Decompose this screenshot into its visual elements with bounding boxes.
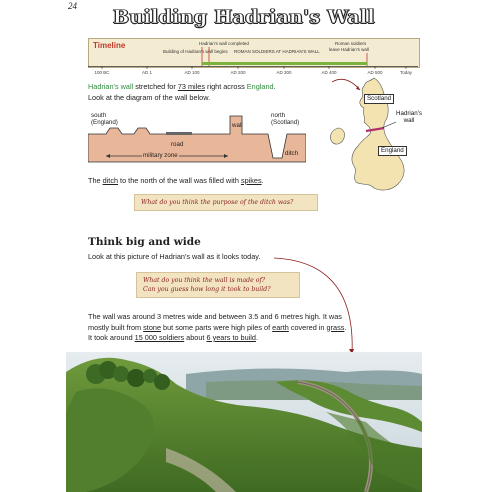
diagram-south-line: (England)	[91, 119, 118, 126]
stone-word: stone	[143, 322, 162, 332]
timeline-tick: AD 300	[276, 70, 292, 75]
diagram-label-south	[90, 112, 119, 126]
timeline-tick: AD 400	[321, 70, 337, 75]
para-part: covered in	[288, 322, 327, 332]
map-hadrians-line: wall	[403, 117, 415, 124]
britain-map	[312, 76, 420, 212]
grass-word: grass	[326, 322, 345, 332]
para-part: It took around	[88, 333, 135, 342]
ditch-word: ditch	[102, 176, 119, 185]
map-label-hadrians-wall	[394, 110, 422, 124]
hadrians-wall-photo	[66, 352, 422, 492]
timeline-tick: AD 500	[367, 70, 383, 75]
para-part: .	[344, 322, 347, 332]
timeline-tick: AD 200	[230, 70, 246, 75]
timeline-box	[88, 38, 420, 68]
intro-line-2: Look at the diagram of the wall below.	[88, 92, 211, 102]
timeline-tick: 100 BC	[94, 70, 110, 75]
diagram-label-ditch: ditch	[285, 150, 299, 157]
timeline-title: Timeline	[93, 41, 126, 50]
intro-hadrians-wall: Hadrian's wall	[88, 82, 134, 91]
diagram-label-wall: wall	[232, 122, 243, 129]
diagram-north-line: north	[271, 112, 286, 119]
map-label-england: England	[378, 146, 407, 156]
map-hadrians-line: Hadrian's	[396, 110, 422, 117]
intro-text-part: right across	[205, 82, 247, 91]
ditch-sentence-part: .	[261, 176, 264, 185]
diagram-south-line: south	[91, 112, 107, 119]
intro-distance: 73 miles	[177, 82, 205, 91]
diagram-label-north	[270, 112, 300, 126]
timeline-event-leave-1: Roman soldiers	[335, 41, 367, 46]
wall-cross-section-diagram	[88, 112, 306, 170]
timeline-markers	[89, 39, 419, 67]
diagram-label-military-zone: military zone	[143, 152, 178, 159]
soldiers-count: 15 000 soldiers	[134, 333, 185, 342]
para-part: about	[184, 333, 207, 342]
section-heading: Think big and wide	[88, 236, 201, 248]
page-title	[66, 6, 422, 28]
para-part: .	[255, 333, 259, 342]
intro-england: England	[246, 82, 274, 91]
timeline	[88, 38, 418, 80]
question-wall-material	[136, 272, 300, 298]
look-text: Look at this picture of Hadrian's wall as it looks today.	[88, 252, 261, 261]
question-line: What do you think the wall is made of?	[143, 277, 266, 284]
timeline-event-begins: Building of Hadrian's wall begins	[163, 49, 228, 54]
timeline-tick: Today	[399, 70, 413, 75]
intro-text-part: stretched for	[133, 82, 178, 91]
wall-facts-paragraph	[88, 312, 422, 344]
timeline-tick: AD 1	[141, 70, 153, 75]
timeline-tick: AD 100	[184, 70, 200, 75]
page-title-text: Building Hadrian's Wall	[113, 6, 375, 28]
timeline-event-soldiers: ROMAN SOLDIERS AT HADRIAN'S WALL	[234, 49, 320, 54]
question-line: Can you guess how long it took to build?	[143, 286, 271, 293]
diagram-label-road: road	[171, 141, 184, 148]
spikes-word: spikes	[240, 176, 262, 185]
earth-word: earth	[272, 322, 289, 332]
intro-text	[88, 82, 318, 103]
ditch-sentence-part: to the north of the wall was filled with	[118, 176, 241, 185]
para-part: mostly built from	[88, 322, 144, 332]
textbook-page	[66, 0, 422, 492]
intro-text-part: .	[273, 82, 276, 91]
timeline-event-completed: Hadrian's wall completed	[199, 41, 249, 46]
para-part: but some parts were high piles of	[161, 322, 273, 332]
ditch-sentence-part: The	[88, 176, 103, 185]
page-number: 24	[68, 1, 77, 11]
map-label-scotland: Scotland	[364, 94, 394, 104]
timeline-event-leave-2: leave Hadrian's wall	[329, 47, 369, 52]
ditch-sentence	[88, 176, 318, 187]
question-ditch-purpose: What do you think the purpose of the ditch was?	[134, 194, 318, 211]
para-line: The wall was around 3 metres wide and between 3.5 and 6 metres high. It was	[88, 312, 342, 321]
diagram-north-line: (Scotland)	[271, 119, 300, 126]
build-duration: 6 years to build	[206, 333, 256, 342]
